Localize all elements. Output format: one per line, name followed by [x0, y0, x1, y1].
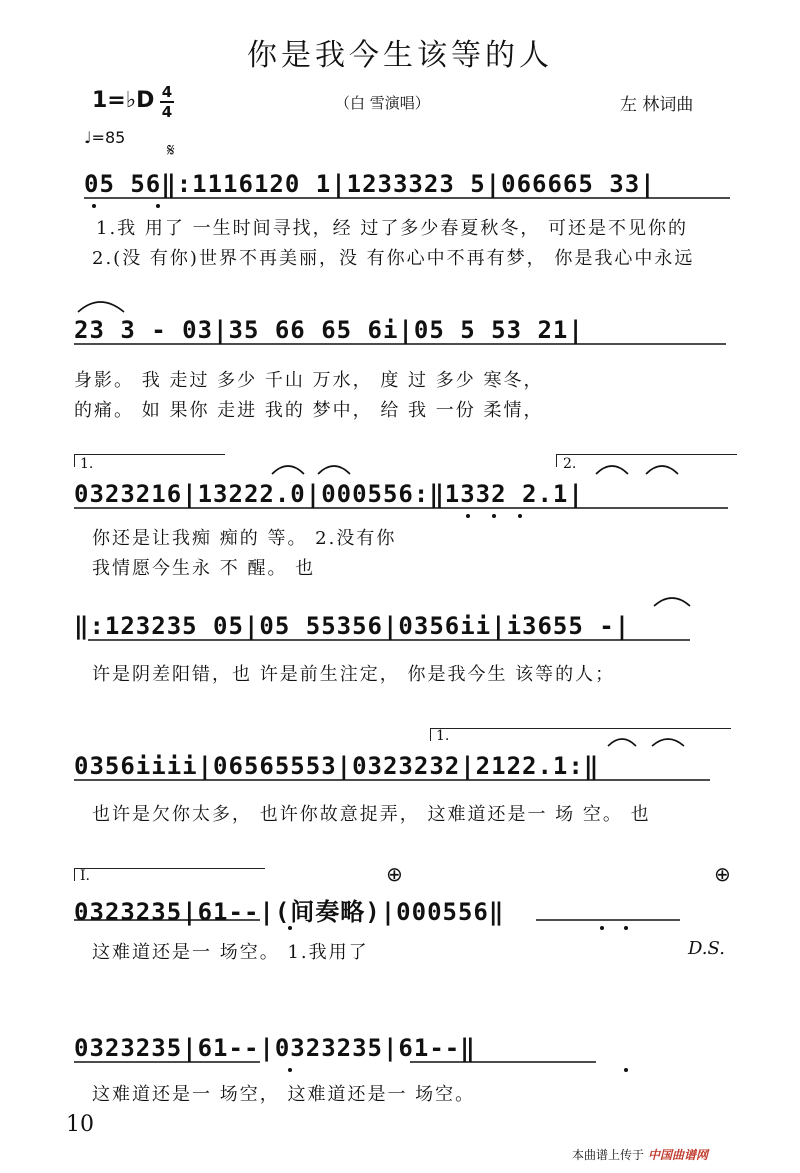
slur-mark	[646, 466, 678, 474]
notation-row: 0356iiii|06565553|0323232|2122.1:‖	[74, 752, 600, 780]
site-logo: 中国曲谱网	[648, 1148, 709, 1162]
slur-mark	[78, 302, 124, 312]
volta-label: Ⅰ.	[80, 868, 90, 884]
segno-icon: 𝄋	[167, 140, 175, 161]
volta-label: 1.	[80, 456, 94, 472]
singer-credit: （白 雪演唱）	[335, 94, 430, 112]
notation-row: 0323235|61--|0323235|61--‖	[74, 1034, 476, 1062]
coda-icon: ⊕	[714, 862, 731, 886]
lyric-line: 身影。 我 走过 多少 千山 万水， 度 过 多少 寒冬，	[74, 370, 544, 391]
notation-row: 0323235|61--|(间奏略)|000556‖	[74, 898, 505, 926]
slur-mark	[654, 598, 690, 606]
lyric-line: 许是阴差阳错，也 许是前生注定， 你是我今生 该等的人；	[92, 664, 616, 685]
meter-top: 4	[161, 83, 173, 101]
lyric-line: 的痛。 如 果你 走进 我的 梦中， 给 我 一份 柔情，	[74, 400, 544, 421]
coda-icon: ⊕	[386, 862, 403, 886]
meter-bottom: 4	[161, 103, 173, 121]
notation-row: ‖:123235 05|05 55356|0356ii|i3655 -|	[74, 612, 631, 640]
lyric-line: 1.我 用了 一生时间寻找，经 过了多少春夏秋冬， 可还是不见你的	[96, 218, 689, 239]
slur-mark	[272, 466, 304, 474]
page-number: 10	[66, 1112, 94, 1137]
time-signature	[160, 84, 174, 120]
author-credit: 左 林词曲	[620, 95, 694, 115]
tempo-marking: ♩=85	[84, 128, 126, 147]
lyric-line: 2.(没 有你)世界不再美丽，没 有你心中不再有梦， 你是我心中永远	[92, 248, 695, 269]
lyric-line: 这难道还是一 场空。 1.我用了	[92, 942, 369, 963]
volta-label: 1.	[436, 728, 450, 744]
lyric-line: 这难道还是一 场空， 这难道还是一 场空。	[92, 1084, 476, 1105]
slur-mark	[596, 466, 628, 474]
notation-row: 0323216|13222.0|000556:‖1332 2.1|	[74, 480, 584, 508]
key-signature: 1=♭D	[92, 88, 155, 113]
dal-segno-mark: D.S.	[688, 938, 725, 959]
notation-row: 05 56‖:1116120 1|1233323 5|066665 33|	[84, 170, 656, 198]
lyric-line: 你还是让我痴 痴的 等。 2.没有你	[92, 528, 397, 549]
lyric-line: 也许是欠你太多， 也许你故意捉弄， 这难道还是一 场 空。 也	[92, 804, 651, 825]
footer-text: 本曲谱上传于	[572, 1148, 645, 1162]
volta-label: 2.	[563, 456, 577, 472]
footer-credit	[572, 1146, 708, 1163]
notation-row: 23 3 - 03|35 66 65 6i|05 5 53 21|	[74, 316, 584, 344]
slur-mark	[318, 466, 350, 474]
song-title: 你是我今生该等的人	[247, 38, 553, 73]
lyric-line: 我情愿今生永 不 醒。 也	[92, 558, 316, 579]
